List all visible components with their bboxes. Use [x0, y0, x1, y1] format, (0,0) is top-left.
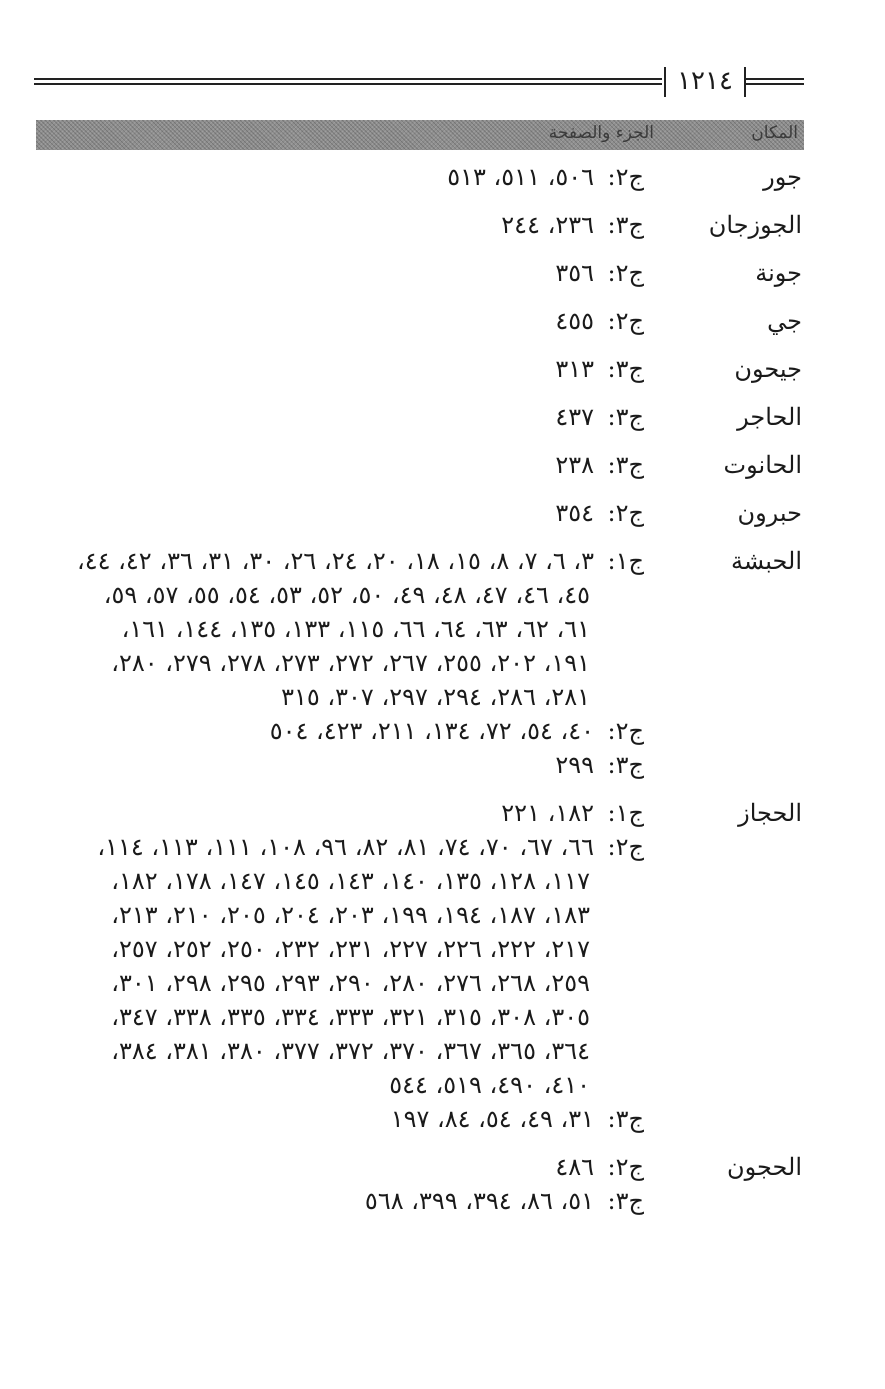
- volume-label: ج٢:: [607, 163, 644, 191]
- reference-line: [36, 576, 644, 610]
- page-references: [36, 398, 644, 432]
- reference-line: [36, 446, 644, 480]
- place-name: الحجاز: [738, 799, 802, 827]
- page-numbers: ٣١، ٤٩، ٥٤، ٨٤، ١٩٧: [390, 1105, 594, 1133]
- place-name: جي: [767, 307, 802, 335]
- place-name: جيحون: [734, 355, 802, 383]
- page-numbers: ٢٣٦، ٢٤٤: [501, 211, 594, 239]
- place-name: الحبشة: [731, 547, 802, 575]
- volume-label: ج٢:: [607, 833, 644, 861]
- reference-line: [36, 964, 644, 998]
- page-numbers: ٣٠٥، ٣٠٨، ٣١٥، ٣٢١، ٣٣٣، ٣٣٤، ٣٣٥، ٣٣٨، ٣٤٧،: [111, 1003, 590, 1031]
- place-name: الحجون: [727, 1153, 802, 1181]
- page-numbers: ٢٥٩، ٢٦٨، ٢٧٦، ٢٨٠، ٢٩٠، ٢٩٣، ٢٩٥، ٢٩٨، ٣٠١،: [111, 969, 590, 997]
- page-references: [36, 494, 644, 528]
- reference-line: [36, 678, 644, 712]
- page-numbers: ٤٠، ٥٤، ٧٢، ١٣٤، ٢١١، ٤٢٣، ٥٠٤: [269, 717, 594, 745]
- page-references: [36, 1148, 644, 1216]
- reference-line: [36, 930, 644, 964]
- column-header-pages: الجزء والصفحة: [548, 123, 654, 143]
- reference-line: [36, 828, 644, 862]
- page-numbers: ١٩١، ٢٠٢، ٢٥٥، ٢٦٧، ٢٧٢، ٢٧٣، ٢٧٨، ٢٧٩، ٢٨٠،: [111, 649, 590, 677]
- volume-label: ج١:: [607, 799, 644, 827]
- page-number: ١٢١٤: [677, 66, 733, 96]
- place-name: الجوزجان: [708, 211, 802, 239]
- reference-line: [36, 644, 644, 678]
- page-numbers: ٥٠٦، ٥١١، ٥١٣: [447, 163, 594, 191]
- reference-line: [36, 158, 644, 192]
- column-header-band: [36, 120, 804, 150]
- page-numbers: ٣٦٤، ٣٦٥، ٣٦٧، ٣٧٠، ٣٧٢، ٣٧٧، ٣٨٠، ٣٨١، ٣٨٤،: [111, 1037, 590, 1065]
- reference-line: [36, 610, 644, 644]
- reference-line: [36, 1100, 644, 1134]
- reference-line: [36, 302, 644, 336]
- reference-line: [36, 1148, 644, 1182]
- page-numbers: ٤٥٥: [555, 307, 594, 335]
- index-entry: [36, 350, 804, 384]
- page-numbers: ٢٨١، ٢٨٦، ٢٩٤، ٢٩٧، ٣٠٧، ٣١٥: [281, 683, 590, 711]
- page-numbers: ١١٧، ١٢٨، ١٣٥، ١٤٠، ١٤٣، ١٤٥، ١٤٧، ١٧٨، ١٨٢،: [111, 867, 590, 895]
- index-entry: [36, 302, 804, 336]
- volume-label: ج٢:: [607, 307, 644, 335]
- volume-label: ج٣:: [607, 403, 644, 431]
- index-entry: [36, 1148, 804, 1216]
- reference-line: [36, 1032, 644, 1066]
- page-references: [36, 542, 644, 780]
- page-numbers: ٦٦، ٦٧، ٧٠، ٧٤، ٨١، ٨٢، ٩٦، ١٠٨، ١١١، ١١٣، ١١٤،: [97, 833, 594, 861]
- page-numbers: ٢١٧، ٢٢٢، ٢٢٦، ٢٢٧، ٢٣١، ٢٣٢، ٢٥٠، ٢٥٢، ٢٥٧،: [111, 935, 590, 963]
- volume-label: ج٢:: [607, 717, 644, 745]
- volume-label: ج٣:: [607, 1105, 644, 1133]
- place-name: جور: [763, 163, 802, 191]
- header-tick-left: [664, 67, 666, 97]
- volume-label: ج٣:: [607, 451, 644, 479]
- header-rule-left: [34, 78, 662, 85]
- volume-label: ج٣:: [607, 1187, 644, 1215]
- index-entry: [36, 254, 804, 288]
- place-name: الحانوت: [723, 451, 802, 479]
- page-numbers: ٣٥٤: [555, 499, 594, 527]
- reference-line: [36, 350, 644, 384]
- reference-line: [36, 206, 644, 240]
- page-numbers: ٤٥، ٤٦، ٤٧، ٤٨، ٤٩، ٥٠، ٥٢، ٥٣، ٥٤، ٥٥، ٥٧، ٥٩،: [103, 581, 590, 609]
- page-numbers: ٥١، ٨٦، ٣٩٤، ٣٩٩، ٥٦٨: [364, 1187, 594, 1215]
- volume-label: ج٣:: [607, 211, 644, 239]
- index-entry: [36, 542, 804, 780]
- volume-label: ج٢:: [607, 1153, 644, 1181]
- volume-label: ج٢:: [607, 259, 644, 287]
- index-entry: [36, 398, 804, 432]
- index-entry: [36, 794, 804, 1134]
- reference-line: [36, 1066, 644, 1100]
- volume-label: ج١:: [607, 547, 644, 575]
- page-numbers: ٦١، ٦٢، ٦٣، ٦٤، ٦٦، ١١٥، ١٣٣، ١٣٥، ١٤٤، ١٦١،: [121, 615, 590, 643]
- page-numbers: ٣١٣: [555, 355, 594, 383]
- volume-label: ج٣:: [607, 355, 644, 383]
- index-entry: [36, 494, 804, 528]
- page-numbers: ٣، ٦، ٧، ٨، ١٥، ١٨، ٢٠، ٢٤، ٢٦، ٣٠، ٣١، ٣٦، ٤٢، ٤٤،: [77, 547, 594, 575]
- place-name: حبرون: [737, 499, 802, 527]
- header-rule-right: [746, 78, 804, 85]
- place-name: الحاجر: [737, 403, 802, 431]
- page-numbers: ٢٣٨: [555, 451, 594, 479]
- volume-label: ج٢:: [607, 499, 644, 527]
- page-references: [36, 350, 644, 384]
- page-numbers: ١٨٢، ٢٢١: [501, 799, 594, 827]
- column-header-place: المكان: [751, 123, 798, 143]
- reference-line: [36, 542, 644, 576]
- page-references: [36, 158, 644, 192]
- reference-line: [36, 794, 644, 828]
- reference-line: [36, 1182, 644, 1216]
- page-numbers: ٣٥٦: [555, 259, 594, 287]
- reference-line: [36, 254, 644, 288]
- index-entries: [36, 158, 804, 1230]
- reference-line: [36, 998, 644, 1032]
- page-references: [36, 254, 644, 288]
- reference-line: [36, 862, 644, 896]
- page-references: [36, 302, 644, 336]
- reference-line: [36, 494, 644, 528]
- reference-line: [36, 896, 644, 930]
- index-entry: [36, 206, 804, 240]
- reference-line: [36, 746, 644, 780]
- page-numbers: ٤٨٦: [555, 1153, 594, 1181]
- page-header: [34, 62, 804, 102]
- page-numbers: ٤١٠، ٤٩٠، ٥١٩، ٥٤٤: [389, 1071, 590, 1099]
- page-references: [36, 446, 644, 480]
- volume-label: ج٣:: [607, 751, 644, 779]
- reference-line: [36, 398, 644, 432]
- page-references: [36, 206, 644, 240]
- reference-line: [36, 712, 644, 746]
- page-numbers: ١٨٣، ١٨٧، ١٩٤، ١٩٩، ٢٠٣، ٢٠٤، ٢٠٥، ٢١٠، ٢١٣،: [111, 901, 590, 929]
- page-references: [36, 794, 644, 1134]
- index-entry: [36, 446, 804, 480]
- place-name: جونة: [755, 259, 802, 287]
- page-numbers: ٤٣٧: [555, 403, 594, 431]
- page-numbers: ٢٩٩: [555, 751, 594, 779]
- index-entry: [36, 158, 804, 192]
